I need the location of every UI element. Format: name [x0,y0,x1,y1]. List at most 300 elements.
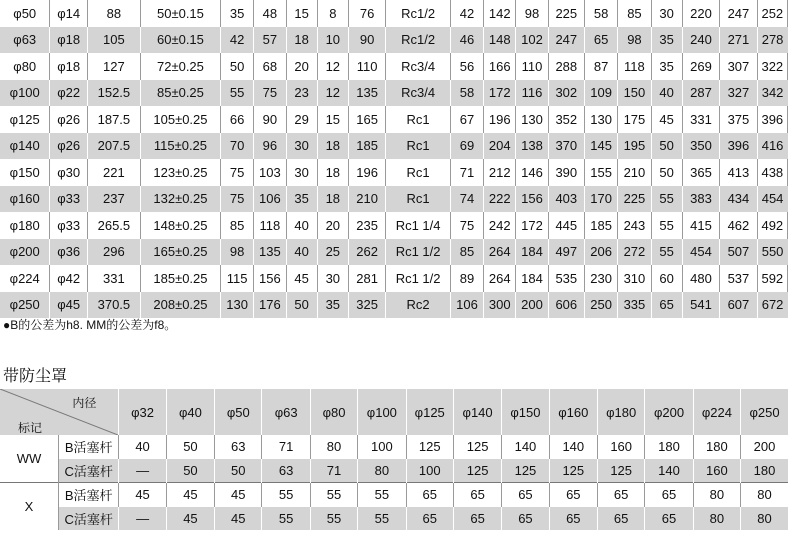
table-cell: 250 [585,292,618,319]
mark-ww: WW [0,435,58,483]
table-cell: 18 [317,133,348,160]
table-cell: 103 [254,159,286,186]
table-cell: 65 [502,507,549,531]
table-cell: 63 [262,459,310,483]
table-row [0,292,788,319]
table-cell: 210 [348,186,385,213]
table-cell: 416 [757,133,787,160]
table-cell: — [119,459,166,483]
row-label: C活塞杆 [58,507,118,531]
table-cell: 123±0.25 [140,159,220,186]
table-cell: 175 [618,106,651,133]
table-cell: 225 [548,0,584,27]
row-label: B活塞杆 [58,435,118,459]
bore-header: φ100 [358,389,406,435]
table-cell: 85 [221,212,254,239]
table-cell: 55 [358,507,406,531]
table-cell: 60 [651,265,682,292]
table-cell: φ250 [0,292,50,319]
table-cell: 66 [221,106,254,133]
table-cell: 65 [406,507,453,531]
table-cell: 196 [348,159,385,186]
table-cell: 185 [348,133,385,160]
table-cell: 40 [286,239,317,266]
table-cell: 195 [618,133,651,160]
table-cell: Rc3/4 [386,53,450,80]
table-cell: 310 [618,265,651,292]
tolerance-note: ●B的公差为h8. MM的公差为f8。 [3,318,177,332]
table-cell: φ50 [0,0,50,27]
table-cell: 170 [585,186,618,213]
table-cell: 264 [484,265,516,292]
table-cell: 98 [618,27,651,54]
table-cell: 166 [484,53,516,80]
bore-header: φ200 [645,389,693,435]
table-cell: 445 [548,212,584,239]
table-cell: 454 [757,186,787,213]
table-cell: 204 [484,133,516,160]
ww-b-row [0,435,788,459]
table-cell: 454 [682,239,719,266]
table-cell: 96 [254,133,286,160]
table-cell: 80 [358,459,406,483]
table-cell: φ100 [0,80,50,107]
table-cell: 30 [317,265,348,292]
table-cell: 176 [254,292,286,319]
table-cell: 65 [549,507,597,531]
table-cell: 71 [450,159,483,186]
table-cell: 206 [585,239,618,266]
table-cell: 116 [516,80,548,107]
table-cell: 140 [549,435,597,459]
table-cell: φ14 [50,0,87,27]
table-cell: 115 [221,265,254,292]
table-cell: 208±0.25 [140,292,220,319]
table-cell: 247 [548,27,584,54]
table-cell: 50 [286,292,317,319]
table-cell: 67 [450,106,483,133]
mark-x: X [0,483,58,531]
table-cell: 185±0.25 [140,265,220,292]
table-cell: 492 [757,212,787,239]
table-cell: 98 [221,239,254,266]
table-cell: 252 [757,0,787,27]
bore-header: φ32 [119,389,166,435]
table-cell: Rc1 1/2 [386,265,450,292]
table-cell: 606 [548,292,584,319]
table-cell: 90 [254,106,286,133]
table-cell: 180 [693,435,740,459]
table-cell: 60±0.15 [140,27,220,54]
table-row [0,212,788,239]
table-cell: 55 [310,507,357,531]
table-cell: 71 [310,459,357,483]
header-mark: 标记 [18,421,43,435]
table-row [0,0,788,27]
table-cell: 200 [516,292,548,319]
table-cell: 672 [757,292,787,319]
table-cell: 50 [221,53,254,80]
table-cell: 165±0.25 [140,239,220,266]
table-row [0,159,788,186]
table-cell: φ63 [0,27,50,54]
table-cell: 40 [651,80,682,107]
table-cell: φ80 [0,53,50,80]
table-cell: 140 [502,435,549,459]
table-cell: 592 [757,265,787,292]
table-cell: 607 [720,292,757,319]
table-cell: 237 [87,186,140,213]
table-cell: φ125 [0,106,50,133]
table-cell: 105 [87,27,140,54]
table-cell: 75 [221,186,254,213]
table-cell: 20 [317,212,348,239]
table-cell: 45 [166,483,214,507]
table-cell: 80 [693,507,740,531]
table-cell: 71 [262,435,310,459]
table-cell: 242 [484,212,516,239]
table-cell: 80 [741,483,788,507]
table-cell: Rc1 [386,106,450,133]
table-row [0,27,788,54]
table-cell: Rc1/2 [386,0,450,27]
table-cell: 130 [516,106,548,133]
table-cell: 497 [548,239,584,266]
table-cell: 271 [720,27,757,54]
table-cell: 132±0.25 [140,186,220,213]
table-cell: 75 [254,80,286,107]
table-cell: 65 [645,507,693,531]
table-cell: 288 [548,53,584,80]
table-cell: 415 [682,212,719,239]
table-cell: 172 [484,80,516,107]
table-cell: φ26 [50,133,87,160]
table-cell: 65 [585,27,618,54]
bore-header: φ180 [597,389,644,435]
table-cell: 127 [87,53,140,80]
table-cell: 125 [597,459,644,483]
table-cell: 125 [453,435,501,459]
table-cell: 55 [310,483,357,507]
table-cell: 125 [502,459,549,483]
x-c-row [0,507,788,531]
table-cell: 142 [484,0,516,27]
table-cell: 130 [585,106,618,133]
table-cell: 50 [651,133,682,160]
table-cell: 352 [548,106,584,133]
table-cell: 160 [597,435,644,459]
table-cell: 35 [651,53,682,80]
table-cell: 10 [317,27,348,54]
table-cell: 55 [651,186,682,213]
table-cell: Rc1/2 [386,27,450,54]
table-cell: 130 [221,292,254,319]
table-cell: 180 [645,435,693,459]
table-cell: 55 [262,507,310,531]
table-cell: 42 [221,27,254,54]
table-cell: 370 [548,133,584,160]
table-cell: 396 [720,133,757,160]
table-cell: 55 [651,239,682,266]
table-cell: 55 [221,80,254,107]
bore-header: φ150 [502,389,549,435]
row-label: C活塞杆 [58,459,118,483]
table-cell: 85±0.25 [140,80,220,107]
table-cell: φ30 [50,159,87,186]
table-cell: 210 [618,159,651,186]
table-cell: 80 [741,507,788,531]
table-cell: 535 [548,265,584,292]
table-cell: 18 [317,186,348,213]
table-cell: 87 [585,53,618,80]
bore-header: φ160 [549,389,597,435]
table-cell: 65 [549,483,597,507]
table-cell: — [119,507,166,531]
table-cell: 29 [286,106,317,133]
table-cell: φ33 [50,186,87,213]
table-cell: 207.5 [87,133,140,160]
header-inner-diameter: 内径 [72,396,97,410]
table-cell: 45 [119,483,166,507]
table-cell: 156 [516,186,548,213]
table-cell: φ150 [0,159,50,186]
table-cell: 325 [348,292,385,319]
table-cell: φ180 [0,212,50,239]
table-cell: 76 [348,0,385,27]
table-cell: 365 [682,159,719,186]
table-cell: 102 [516,27,548,54]
table-cell: 56 [450,53,483,80]
table-cell: 115±0.25 [140,133,220,160]
table-cell: 58 [585,0,618,27]
table-cell: 15 [286,0,317,27]
table-cell: 105±0.25 [140,106,220,133]
bore-header: φ140 [453,389,501,435]
table-cell: 40 [119,435,166,459]
table-cell: 300 [484,292,516,319]
table-cell: Rc1 [386,186,450,213]
table-cell: 50 [215,459,262,483]
table-cell: 69 [450,133,483,160]
table-cell: 145 [585,133,618,160]
table-cell: 45 [651,106,682,133]
table-cell: 63 [215,435,262,459]
table-cell: 537 [720,265,757,292]
dust-cover-table [0,389,788,530]
table-cell: 541 [682,292,719,319]
table-cell: 396 [757,106,787,133]
table-cell: 138 [516,133,548,160]
table-cell: 462 [720,212,757,239]
table-cell: 118 [254,212,286,239]
table-cell: 307 [720,53,757,80]
table-cell: 269 [682,53,719,80]
ww-c-row [0,459,788,483]
table-row [0,186,788,213]
table-cell: 264 [484,239,516,266]
table-cell: Rc1 [386,159,450,186]
table-cell: 135 [348,80,385,107]
table-cell: 278 [757,27,787,54]
table-cell: 135 [254,239,286,266]
table-cell: 55 [358,483,406,507]
table-cell: 230 [585,265,618,292]
table-cell: φ200 [0,239,50,266]
table-cell: 72±0.25 [140,53,220,80]
table-cell: 35 [651,27,682,54]
table-cell: 240 [682,27,719,54]
table-cell: φ42 [50,265,87,292]
bore-header: φ63 [262,389,310,435]
section-title: 带防尘罩 [3,368,68,385]
table-cell: 75 [450,212,483,239]
table-cell: 125 [549,459,597,483]
table-cell: 98 [516,0,548,27]
table-cell: 30 [651,0,682,27]
table-cell: φ45 [50,292,87,319]
table-cell: 247 [720,0,757,27]
table-cell: 225 [618,186,651,213]
table-cell: 55 [262,483,310,507]
table-cell: 235 [348,212,385,239]
table-cell: 15 [317,106,348,133]
table-row [0,133,788,160]
table-cell: 8 [317,0,348,27]
table-cell: 375 [720,106,757,133]
table-cell: 148 [484,27,516,54]
table-cell: 74 [450,186,483,213]
table-cell: 65 [645,483,693,507]
table-cell: 50 [651,159,682,186]
table-cell: 48 [254,0,286,27]
table-cell: 30 [286,133,317,160]
table-cell: 89 [450,265,483,292]
table-cell: Rc2 [386,292,450,319]
bore-header: φ40 [166,389,214,435]
table-cell: 58 [450,80,483,107]
table-cell: 434 [720,186,757,213]
table-cell: 222 [484,186,516,213]
table-cell: 55 [651,212,682,239]
table-cell: 90 [348,27,385,54]
table-cell: 180 [741,459,788,483]
table-cell: 331 [87,265,140,292]
table-cell: 296 [87,239,140,266]
table-cell: 80 [693,483,740,507]
table-cell: 165 [348,106,385,133]
table-cell: 80 [310,435,357,459]
table-cell: 65 [502,483,549,507]
table-cell: 335 [618,292,651,319]
table-cell: 75 [221,159,254,186]
table-cell: 550 [757,239,787,266]
table-cell: 65 [406,483,453,507]
table-cell: φ22 [50,80,87,107]
table-cell: 281 [348,265,385,292]
table-cell: 350 [682,133,719,160]
table-cell: 172 [516,212,548,239]
table-cell: φ18 [50,53,87,80]
table-cell: 35 [221,0,254,27]
table-row [0,80,788,107]
table-cell: 50 [166,435,214,459]
table-cell: 243 [618,212,651,239]
table-cell: 287 [682,80,719,107]
table-cell: 187.5 [87,106,140,133]
table-cell: 196 [484,106,516,133]
bore-header: φ80 [310,389,357,435]
table-cell: 125 [453,459,501,483]
table-cell: 220 [682,0,719,27]
table-cell: 88 [87,0,140,27]
table-cell: φ36 [50,239,87,266]
table-cell: φ224 [0,265,50,292]
table-cell: 438 [757,159,787,186]
table-cell: 272 [618,239,651,266]
table-cell: φ140 [0,133,50,160]
table-cell: φ18 [50,27,87,54]
table-cell: 146 [516,159,548,186]
table-cell: Rc1 [386,133,450,160]
table-cell: 185 [585,212,618,239]
table-cell: Rc1 1/2 [386,239,450,266]
table-cell: 327 [720,80,757,107]
table-cell: 331 [682,106,719,133]
table-cell: 45 [166,507,214,531]
table-cell: 65 [597,483,644,507]
dust-header-row [0,389,788,435]
table-cell: 85 [450,239,483,266]
table-cell: 109 [585,80,618,107]
table-cell: 35 [317,292,348,319]
table-cell: 184 [516,265,548,292]
table-cell: 184 [516,239,548,266]
table-cell: 383 [682,186,719,213]
table-cell: 68 [254,53,286,80]
table-cell: 20 [286,53,317,80]
table-cell: 265.5 [87,212,140,239]
table-cell: 262 [348,239,385,266]
table-row [0,239,788,266]
table-cell: φ33 [50,212,87,239]
table-row [0,265,788,292]
table-cell: 45 [215,507,262,531]
corner-header-cell [0,389,119,435]
table-cell: φ26 [50,106,87,133]
bore-header: φ250 [741,389,788,435]
table-cell: 40 [286,212,317,239]
x-b-row [0,483,788,507]
table-cell: 100 [406,459,453,483]
table-cell: 12 [317,80,348,107]
table-cell: 25 [317,239,348,266]
table-cell: 46 [450,27,483,54]
table-cell: 18 [286,27,317,54]
table-cell: Rc1 1/4 [386,212,450,239]
table-cell: Rc3/4 [386,80,450,107]
table-cell: 148±0.25 [140,212,220,239]
table-cell: 118 [618,53,651,80]
table-cell: 342 [757,80,787,107]
row-label: B活塞杆 [58,483,118,507]
table-cell: 23 [286,80,317,107]
table-cell: 155 [585,159,618,186]
table-cell: 12 [317,53,348,80]
table-cell: 65 [453,483,501,507]
table-cell: 140 [645,459,693,483]
table-cell: 507 [720,239,757,266]
table-cell: 65 [651,292,682,319]
